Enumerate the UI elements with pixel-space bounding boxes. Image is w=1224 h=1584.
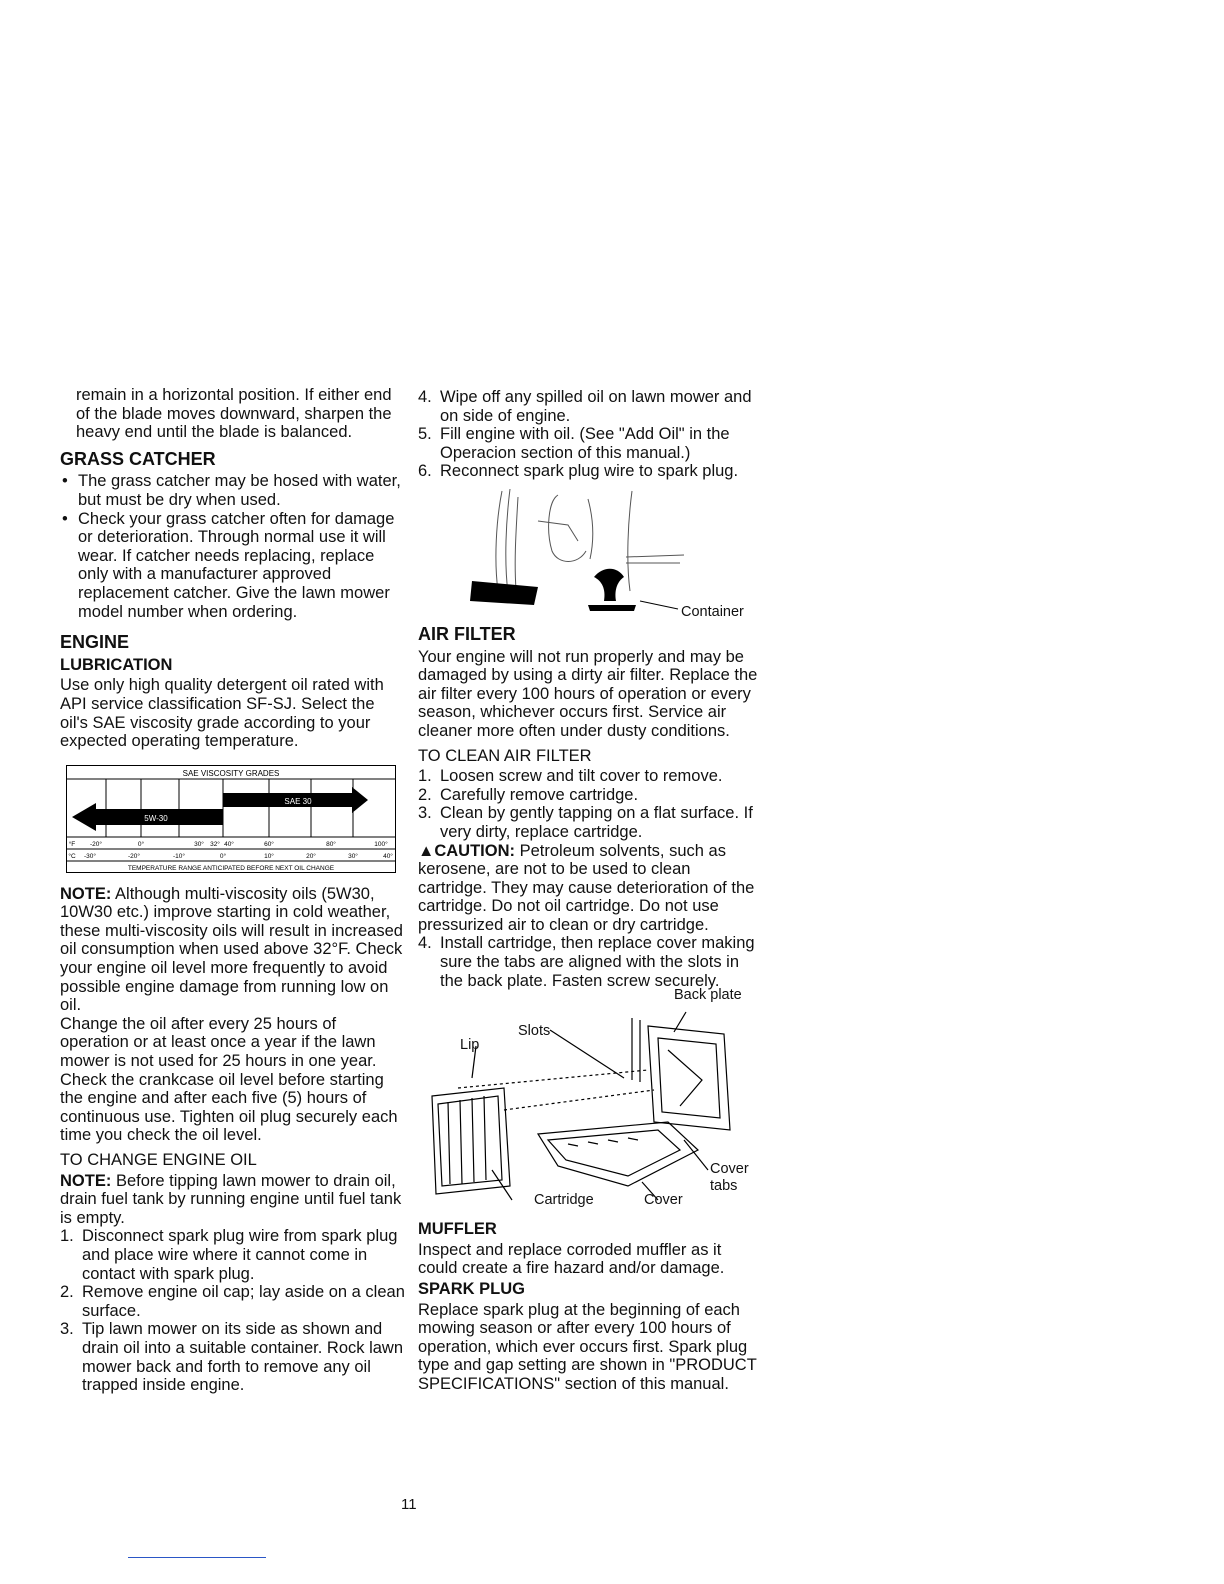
cover-tabs-label-2: tabs xyxy=(710,1178,738,1195)
grass-catcher-heading: GRASS CATCHER xyxy=(60,448,216,469)
svg-text:0°: 0° xyxy=(219,852,227,860)
list-item: 1. Disconnect spark plug wire from spark plug and place wire where it cannot come in contact with spark plug. xyxy=(60,1227,398,1283)
clean-air-filter-heading: TO CLEAN AIR FILTER xyxy=(418,746,592,765)
cover-tabs-label-1: Cover xyxy=(710,1161,749,1178)
viscosity-chart-graphic xyxy=(66,765,396,873)
container-shape xyxy=(588,605,636,611)
svg-text:100°: 100° xyxy=(374,840,388,848)
bullet-icon: • xyxy=(62,509,68,528)
svg-text:°F: °F xyxy=(68,840,76,848)
air-filter-drawing xyxy=(418,990,758,1216)
svg-text:0°: 0° xyxy=(137,840,145,848)
muffler-heading: MUFFLER xyxy=(418,1220,497,1239)
oil-drain-illustration xyxy=(418,481,758,623)
left-column xyxy=(60,386,405,1395)
list-item: • The grass catcher may be hosed with water, but must be dry when used. xyxy=(62,472,401,509)
oil-check-text: Check the crankcase oil level before starting the engine and after each five (5) hours of continuous use. Tighten oil plug securely each time you check the oil level. xyxy=(60,1070,398,1145)
svg-text:30°: 30° xyxy=(348,852,358,860)
muffler-text: Inspect and replace corroded muffler as it could create a fire hazard and/or damage. xyxy=(418,1240,725,1278)
svg-text:80°: 80° xyxy=(326,840,336,848)
chart-title: SAE VISCOSITY GRADES xyxy=(182,768,280,778)
svg-text:60°: 60° xyxy=(264,840,274,848)
slots-label: Slots xyxy=(518,1023,551,1040)
engine-heading: ENGINE xyxy=(60,632,130,653)
lubrication-text: Use only high quality detergent oil rated with API service classification SF-SJ. Select the oil's SAE viscosity grade according to your expected operating temperature. xyxy=(60,676,384,751)
list-item: 2. Remove engine oil cap; lay aside on a clean surface. xyxy=(60,1283,405,1320)
svg-text:-10°: -10° xyxy=(173,852,185,860)
arrow-5w30-label: 5W-30 xyxy=(144,813,168,823)
svg-text:°C: °C xyxy=(68,852,76,860)
footer-rule xyxy=(128,1557,266,1558)
list-item: 4. Wipe off any spilled oil on lawn mower and on side of engine. xyxy=(418,388,752,425)
svg-text:-30°: -30° xyxy=(84,852,96,860)
svg-text:30°: 30° xyxy=(194,840,204,848)
arrow-sae30-label: SAE 30 xyxy=(284,796,312,806)
oil-change-interval-text: Change the oil after every 25 hours of operation or at least once a year if the lawn mower is not used for 25 hours in one year. xyxy=(60,1014,377,1071)
cover-label: Cover xyxy=(644,1192,683,1209)
svg-text:20°: 20° xyxy=(306,852,316,860)
page-number: 11 xyxy=(401,1496,417,1513)
list-item: 3. Tip lawn mower on its side as shown and drain oil into a suitable container. Rock lawn mower back and forth to remove any oil trapped inside engine. xyxy=(60,1320,404,1395)
list-item: 4. Install cartridge, then replace cover making sure the tabs are aligned with the slots in the back plate. Fasten screw securely. xyxy=(418,934,755,990)
air-filter-heading: AIR FILTER xyxy=(418,623,516,644)
blade-balance-text: remain in a horizontal position. If either end of the blade moves downward, sharpen the heavy end until the blade is balanced. xyxy=(76,386,392,442)
svg-text:10°: 10° xyxy=(264,852,274,860)
svg-text:40°: 40° xyxy=(224,840,234,848)
right-column xyxy=(418,388,758,1394)
mower-tipped-drawing xyxy=(418,481,758,623)
svg-text:-20°: -20° xyxy=(128,852,140,860)
change-oil-heading: TO CHANGE ENGINE OIL xyxy=(60,1151,257,1169)
list-item: • Check your grass catcher often for damage or deterioration. Through normal use it will wear. If catcher needs replacing, replace only with a manufacturer approved replacement catcher. Give the lawn mower model number when ordering. xyxy=(62,509,395,621)
chart-caption: TEMPERATURE RANGE ANTICIPATED BEFORE NEXT OIL CHANGE xyxy=(127,864,335,872)
svg-text:40°: 40° xyxy=(383,852,393,860)
svg-text:32°: 32° xyxy=(210,840,220,848)
caution-text: ▲CAUTION: Petroleum solvents, such as kerosene, are not to be used to clean cartridge. They may cause deterioration of the cartridge. Do not oil cartridge. Do not use pressurized air to clean or dry cartridge. xyxy=(418,841,755,934)
spark-plug-heading: SPARK PLUG xyxy=(418,1280,525,1299)
lubrication-heading: LUBRICATION xyxy=(60,655,173,674)
back-plate-label: Back plate xyxy=(674,987,742,1004)
note-before-tipping: NOTE: Before tipping lawn mower to drain oil, drain fuel tank by running engine until fuel tank is empty. xyxy=(60,1171,402,1227)
spark-plug-text: Replace spark plug at the beginning of each mowing season or after every 100 hours of operation, which ever occurs first. Spark plug type and gap setting are shown in "PRODUCT SPECIFICATIONS" section of this manual. xyxy=(418,1300,757,1393)
list-item: 2. Carefully remove cartridge. xyxy=(418,785,639,804)
container-label: Container xyxy=(681,603,744,620)
cartridge-label: Cartridge xyxy=(534,1192,594,1209)
note-multi-viscosity: NOTE: Although multi-viscosity oils (5W30, 10W30 etc.) improve starting in cold weather, these multi-viscosity oils will result in increased oil consumption when used above 32°F. Check your engine oil level more frequently to avoid possible engine damage from running low on oil. xyxy=(60,884,403,1015)
svg-text:-20°: -20° xyxy=(90,840,102,848)
mower-wheel-shape xyxy=(470,581,538,605)
lip-label: Lip xyxy=(460,1037,480,1054)
air-filter-text: Your engine will not run properly and may be damaged by using a dirty air filter. Replace the air filter every 100 hours of operation or every season, whichever occurs first. Service air cleaner more often under dusty conditions. xyxy=(418,647,758,740)
air-filter-illustration xyxy=(418,987,758,1216)
oil-stream-shape xyxy=(594,569,624,601)
bullet-icon: • xyxy=(62,472,68,491)
list-item: 3. Clean by gently tapping on a flat surface. If very dirty, replace cartridge. xyxy=(418,804,753,841)
list-item: 1. Loosen screw and tilt cover to remove. xyxy=(418,767,723,786)
list-item: 6. Reconnect spark plug wire to spark plug. xyxy=(418,462,739,481)
list-item: 5. Fill engine with oil. (See "Add Oil" in the Operacion section of this manual.) xyxy=(418,425,730,462)
sae-viscosity-chart xyxy=(66,765,396,873)
warning-icon: ▲ xyxy=(418,841,435,860)
